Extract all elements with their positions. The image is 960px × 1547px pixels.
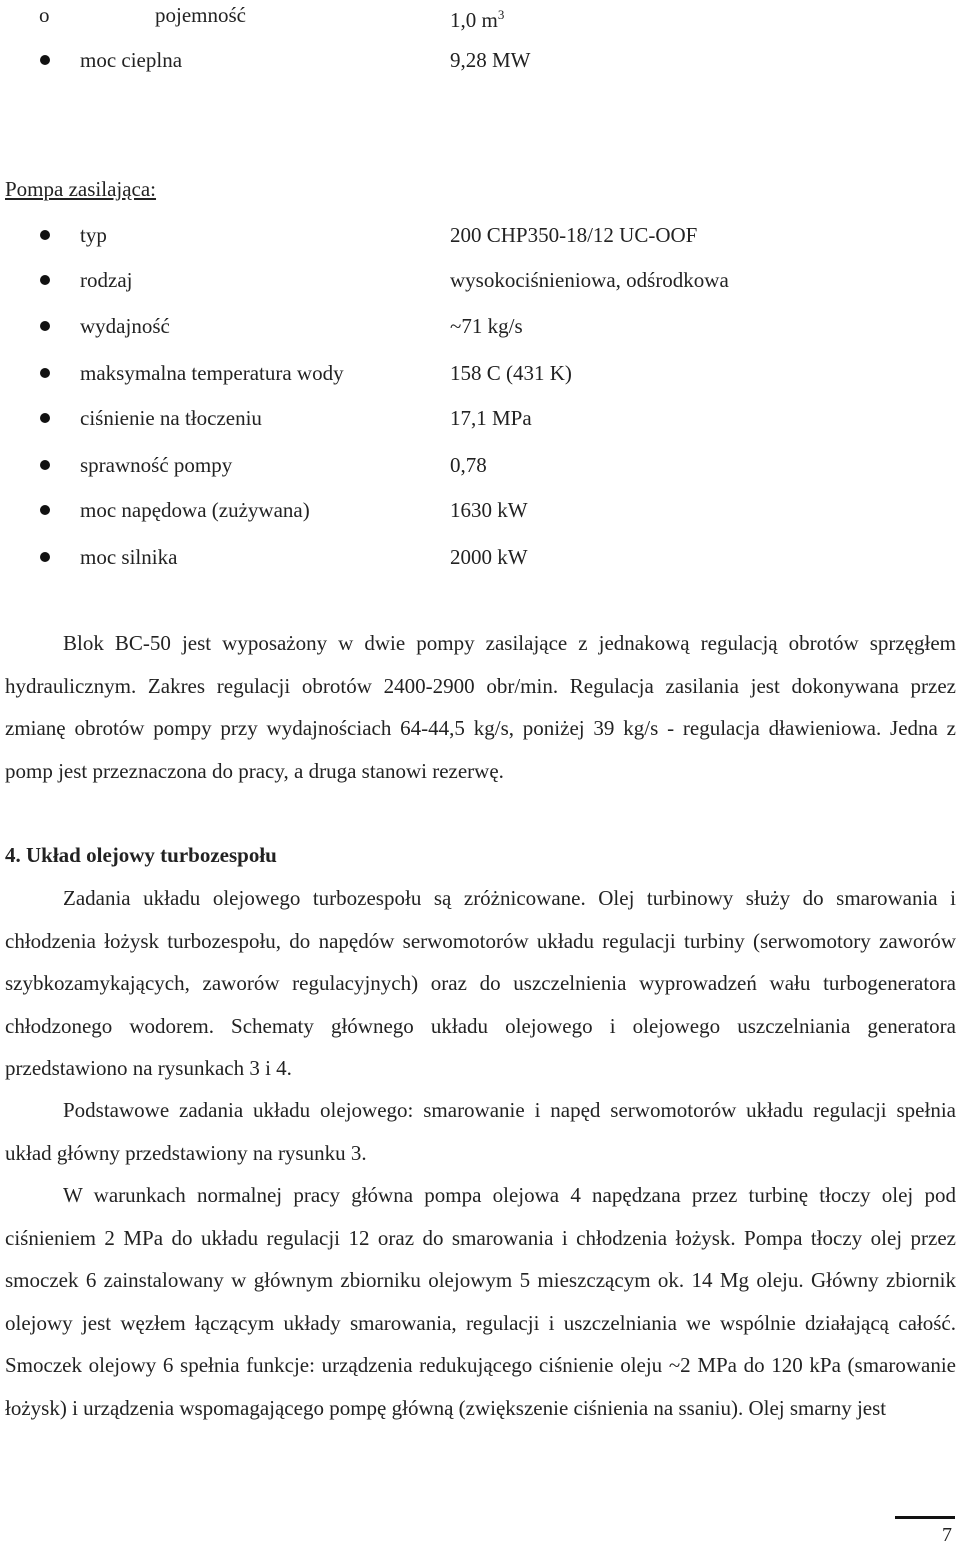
page-number: 7	[942, 1524, 952, 1546]
footer-rule	[895, 1516, 955, 1519]
paragraph-podstawowe	[5, 1089, 956, 1174]
paragraph-text: Zadania układu olejowego turbozespołu są zróżnicowane. Olej turbinowy służy do smarowania i chłodzenia łożysk turbozespołu, do napędów serwomotorów układu regulacji turbiny (serwomotory zaworów szybkozamykających, zaworów regulacyjnych) oraz do uszczelnienia wyprowadzeń wału turbogeneratora chłodzonego wodorem. Schematy głównego układu olejowego i olejowego uszczelniania generatora przedstawiono na rysunkach 3 i 4.	[5, 886, 956, 1081]
item-label: typ	[80, 223, 107, 247]
item-label: moc napędowa (zużywana)	[80, 498, 310, 522]
item-value: 1630 kW	[450, 498, 528, 522]
paragraph-text: W warunkach normalnej pracy główna pompa olejowa 4 napędzana przez turbinę tłoczy olej pod ciśnieniem 2 MPa do układu regulacji 12 oraz do smarowania i chłodzenia łożysk. Pompa tłoczy olej przez smoczek 6 zainstalowany w głównym zbiorniku olejowym 5 mieszczącym ok. 14 Mg oleju. Główny zbiornik olejowy jest węzłem łączącym układy smarowania, regulacji i uszczelniania we wspólnie działającą całość. Smoczek olejowy 6 spełnia funkcje: urządzenia redukującego ciśnienie oleju ~2 MPa do 120 kPa (smarowanie łożysk) i urządzenia wspomagającego pompę główną (zwiększenie ciśnienia na ssaniu). Olej smarny jest	[5, 1183, 956, 1420]
item-value: 158 C (431 K)	[450, 361, 572, 385]
item-label: rodzaj	[80, 268, 133, 292]
bullet-icon	[40, 55, 50, 65]
item-label: wydajność	[80, 314, 170, 338]
item-label: maksymalna temperatura wody	[80, 361, 344, 385]
bullet-icon	[40, 505, 50, 515]
item-label: ciśnienie na tłoczeniu	[80, 406, 262, 430]
item-value: 17,1 MPa	[450, 406, 532, 430]
item-label: sprawność pompy	[80, 453, 233, 477]
bullet-icon	[40, 552, 50, 562]
bullet-icon	[40, 230, 50, 240]
item-value: 9,28 MW	[450, 48, 531, 72]
paragraph-text: Podstawowe zadania układu olejowego: smarowanie i napęd serwomotorów układu regulacji spełnia układ główny przedstawiony na rysunku 3.	[5, 1098, 956, 1165]
bullet-icon	[40, 275, 50, 285]
item-label: pojemność	[155, 3, 246, 27]
item-value: 1,0 $m^3$	[450, 7, 505, 32]
item-value: wysokociśnieniowa, odśrodkowa	[450, 268, 729, 292]
bullet-icon	[40, 368, 50, 378]
superscript: 3	[497, 7, 505, 22]
pump-heading: Pompa zasilająca:	[5, 177, 157, 201]
paragraph-text: Blok BC-50 jest wyposażony w dwie pompy zasilające z jednakową regulacją obrotów sprzęgłem hydraulicznym. Zakres regulacji obrotów 2400-2900 obr/min. Regulacja zasilania jest dokonywana przez zmianę obrotów pompy przy wydajnościach 64-44,5 kg/s, poniżej 39 kg/s - regulacja dławieniowa. Jedna z pomp jest przeznaczona do pracy, a druga stanowi rezerwę.	[5, 631, 956, 783]
paragraph-warunkach	[5, 1174, 956, 1430]
item-value: 2000 kW	[450, 545, 528, 569]
item-label: moc cieplna	[80, 48, 183, 72]
item-value: 0,78	[450, 453, 487, 477]
bullet-icon	[40, 413, 50, 423]
bullet-icon	[40, 321, 50, 331]
bullet-icon	[40, 460, 50, 470]
item-value: ~71 kg/s	[450, 314, 523, 338]
paragraph-blok	[5, 622, 956, 792]
paragraph-zadania	[5, 877, 956, 1090]
item-value: 200 CHP350-18/12 UC-OOF	[450, 223, 698, 247]
section-heading: 4. Układ olejowy turbozespołu	[5, 843, 277, 867]
circle-bullet-icon: o	[39, 3, 50, 27]
item-label: moc silnika	[80, 545, 178, 569]
